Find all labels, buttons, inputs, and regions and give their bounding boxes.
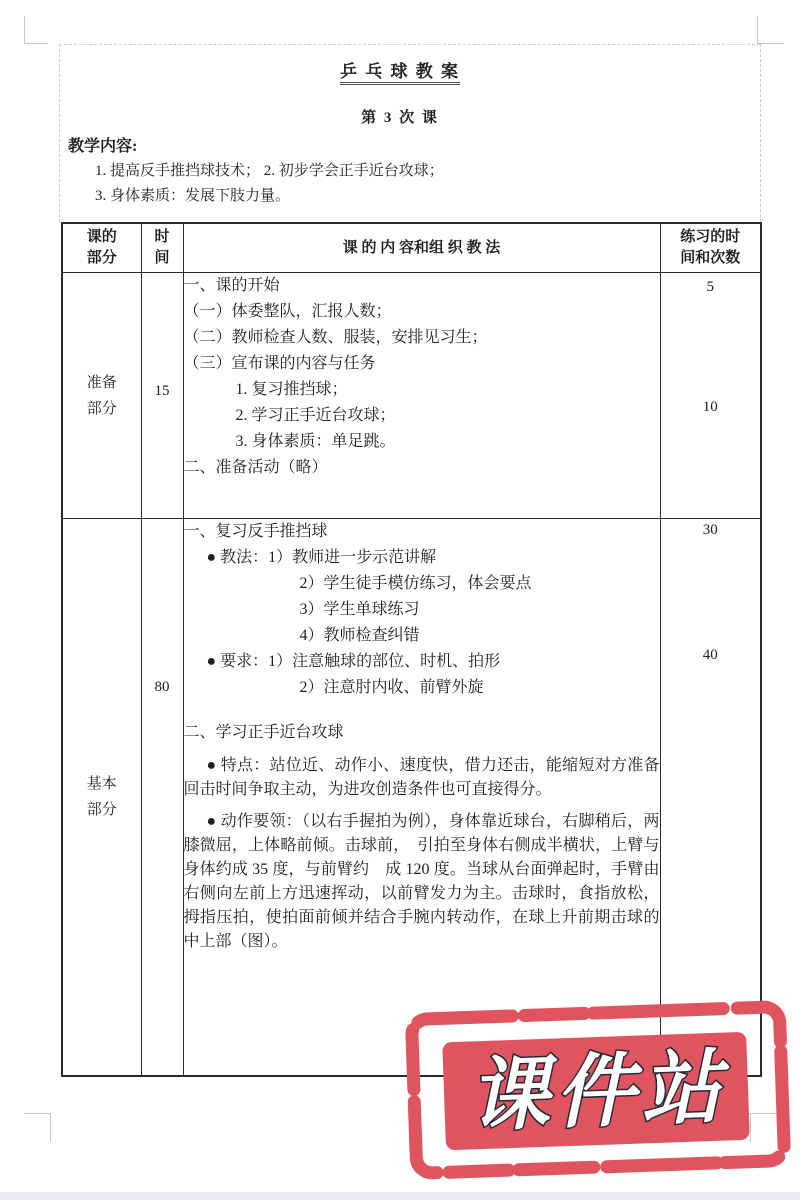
kejianzhan-stamp xyxy=(395,988,800,1192)
header-cell-content xyxy=(183,223,660,273)
content-line: 二、学习正手近台攻球 xyxy=(183,724,344,741)
header-line: 课的 xyxy=(86,229,117,245)
content-line: ● 教法：1）教师进一步示范讲解 xyxy=(206,549,437,566)
text-boundary-top xyxy=(59,44,760,45)
practice-cell xyxy=(660,273,761,519)
content-line: 2）注意肘内收、前臂外旋 xyxy=(299,679,484,696)
content-line: 3）学生单球练习 xyxy=(299,601,420,618)
margin-crop-mark xyxy=(24,43,48,44)
content-line: 一、课的开始 xyxy=(183,277,280,294)
content-line: 4）教师检查纠错 xyxy=(299,627,420,644)
header-line: 间和次数 xyxy=(680,250,741,266)
part-cell xyxy=(62,273,141,519)
part-label xyxy=(63,370,141,422)
time-cell xyxy=(141,273,183,519)
part-line: 基本 xyxy=(86,776,117,792)
lesson-number: 第 3 次 课 xyxy=(361,110,439,126)
practice-number: 10 xyxy=(702,399,718,415)
teaching-content-label: 教学内容: xyxy=(68,138,138,155)
header-line: 间 xyxy=(154,250,170,266)
stamp-text: 课件站 xyxy=(466,1042,744,1142)
margin-crop-mark xyxy=(757,16,758,44)
header-line: 时 xyxy=(154,229,170,245)
page-title: 乒 乓 球 教 案 xyxy=(340,62,460,85)
content-line: 1. 复习推挡球； xyxy=(235,381,348,398)
margin-crop-mark xyxy=(757,43,784,44)
header-cell-part xyxy=(62,223,141,273)
practice-number: 30 xyxy=(702,522,718,538)
content-line: 2）学生徒手模仿练习，体会要点 xyxy=(299,575,532,592)
part-line: 部分 xyxy=(86,400,117,417)
content-line: 2. 学习正手近台攻球； xyxy=(235,407,396,424)
content-line: ● 特点：站位近、动作小、速度快，借力还击，能缩短对方准备回击时间争取主动，为进攻创造条件也可直接得分。 xyxy=(183,757,660,798)
content-line: 3. 身体素质：单足跳。 xyxy=(235,433,396,450)
content-line: 二、准备活动（略） xyxy=(183,459,328,476)
content-line: ● 动作要领：（以右手握拍为例），身体靠近球台，右脚稍后，两膝微屈，上体略前倾。击球前， 引拍至身体右侧成半横状，上臂与身体约成 35 度，与前臂约 成 120 度。当球从台面弹起时，手臂由右侧向左前上方迅速挥动，以前臂发力为主。击球时，食指放松，拇指压拍，使拍面前倾并结合手腕内转动作，在球上升前期击球的中上部（图）。 xyxy=(183,813,660,950)
content-line: ● 要求：1）注意触球的部位、时机、拍形 xyxy=(206,653,501,670)
content-line: 一、复习反手推挡球 xyxy=(183,523,328,540)
time-value: 80 xyxy=(154,679,170,695)
time-cell xyxy=(141,519,183,1077)
margin-crop-mark xyxy=(24,1113,51,1114)
part-cell xyxy=(62,519,141,1077)
header-cell-time xyxy=(141,223,183,273)
margin-crop-mark xyxy=(50,1113,51,1142)
content-line: （二）教师检查人数、服装，安排见习生； xyxy=(183,329,488,346)
part-label xyxy=(63,771,141,823)
header-line: 课 的 内 容和组 织 教 法 xyxy=(342,239,501,256)
teaching-content-item: 1. 提高反手推挡球技术； 2. 初步学会正手近台攻球； xyxy=(95,163,444,179)
table-row xyxy=(62,273,761,519)
practice-number: 5 xyxy=(706,279,714,295)
content-line: （三）宣布课的内容与任务 xyxy=(183,355,376,372)
header-line: 部分 xyxy=(86,250,117,266)
part-line: 部分 xyxy=(86,802,117,818)
header-cell-practice xyxy=(660,223,761,273)
page-bottom-gap xyxy=(0,1192,800,1200)
part-line: 准备 xyxy=(86,374,117,391)
time-value: 15 xyxy=(154,383,170,399)
table-header-row xyxy=(62,223,761,273)
margin-crop-mark xyxy=(24,16,25,44)
header-line: 练习的时 xyxy=(680,229,741,245)
content-cell xyxy=(183,519,660,1077)
content-line: （一）体委整队，汇报人数； xyxy=(183,303,392,320)
lesson-plan-table xyxy=(61,222,762,1077)
content-cell xyxy=(183,273,660,519)
practice-number: 40 xyxy=(702,647,718,663)
teaching-content-item: 3. 身体素质：发展下肢力量。 xyxy=(95,188,291,204)
